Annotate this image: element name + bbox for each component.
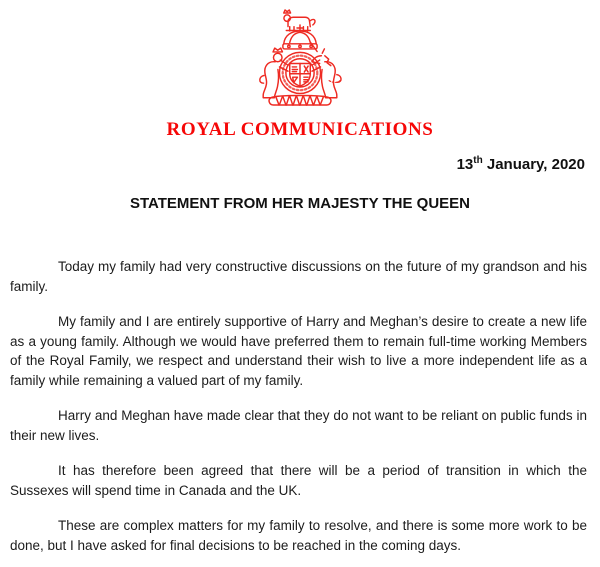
date-ordinal-suffix: th bbox=[473, 155, 483, 166]
statement-body bbox=[0, 257, 600, 555]
date-day: 13 bbox=[456, 156, 474, 173]
statement-paragraph: It has therefore been agreed that there will be a period of transition in which the Sussexes will spend time in Canada and the UK. bbox=[10, 463, 587, 498]
royal-coat-of-arms-icon bbox=[252, 7, 348, 108]
crest-container bbox=[0, 0, 600, 108]
statement-title: STATEMENT FROM HER MAJESTY THE QUEEN bbox=[129, 195, 471, 212]
statement-paragraph: Today my family had very constructive discussions on the future of my grandson and his family. bbox=[10, 259, 587, 294]
statement-paragraph: Harry and Meghan have made clear that they do not want to be reliant on public funds in their new lives. bbox=[10, 408, 587, 443]
statement-paragraph: My family and I are entirely supportive of Harry and Meghan’s desire to create a new life as a young family. Although we would have preferred them to remain full-time working Members of the Royal Family, we respect and understand their wish to live a more independent life as a family while remaining a valued part of my family. bbox=[10, 314, 587, 388]
organization-title: ROYAL COMMUNICATIONS bbox=[166, 119, 434, 140]
date-remainder: January, 2020 bbox=[482, 156, 585, 173]
document-date bbox=[0, 155, 600, 175]
statement-paragraph: These are complex matters for my family to resolve, and there is some more work to be done, but I have asked for final decisions to be reached in the coming days. bbox=[10, 518, 587, 553]
